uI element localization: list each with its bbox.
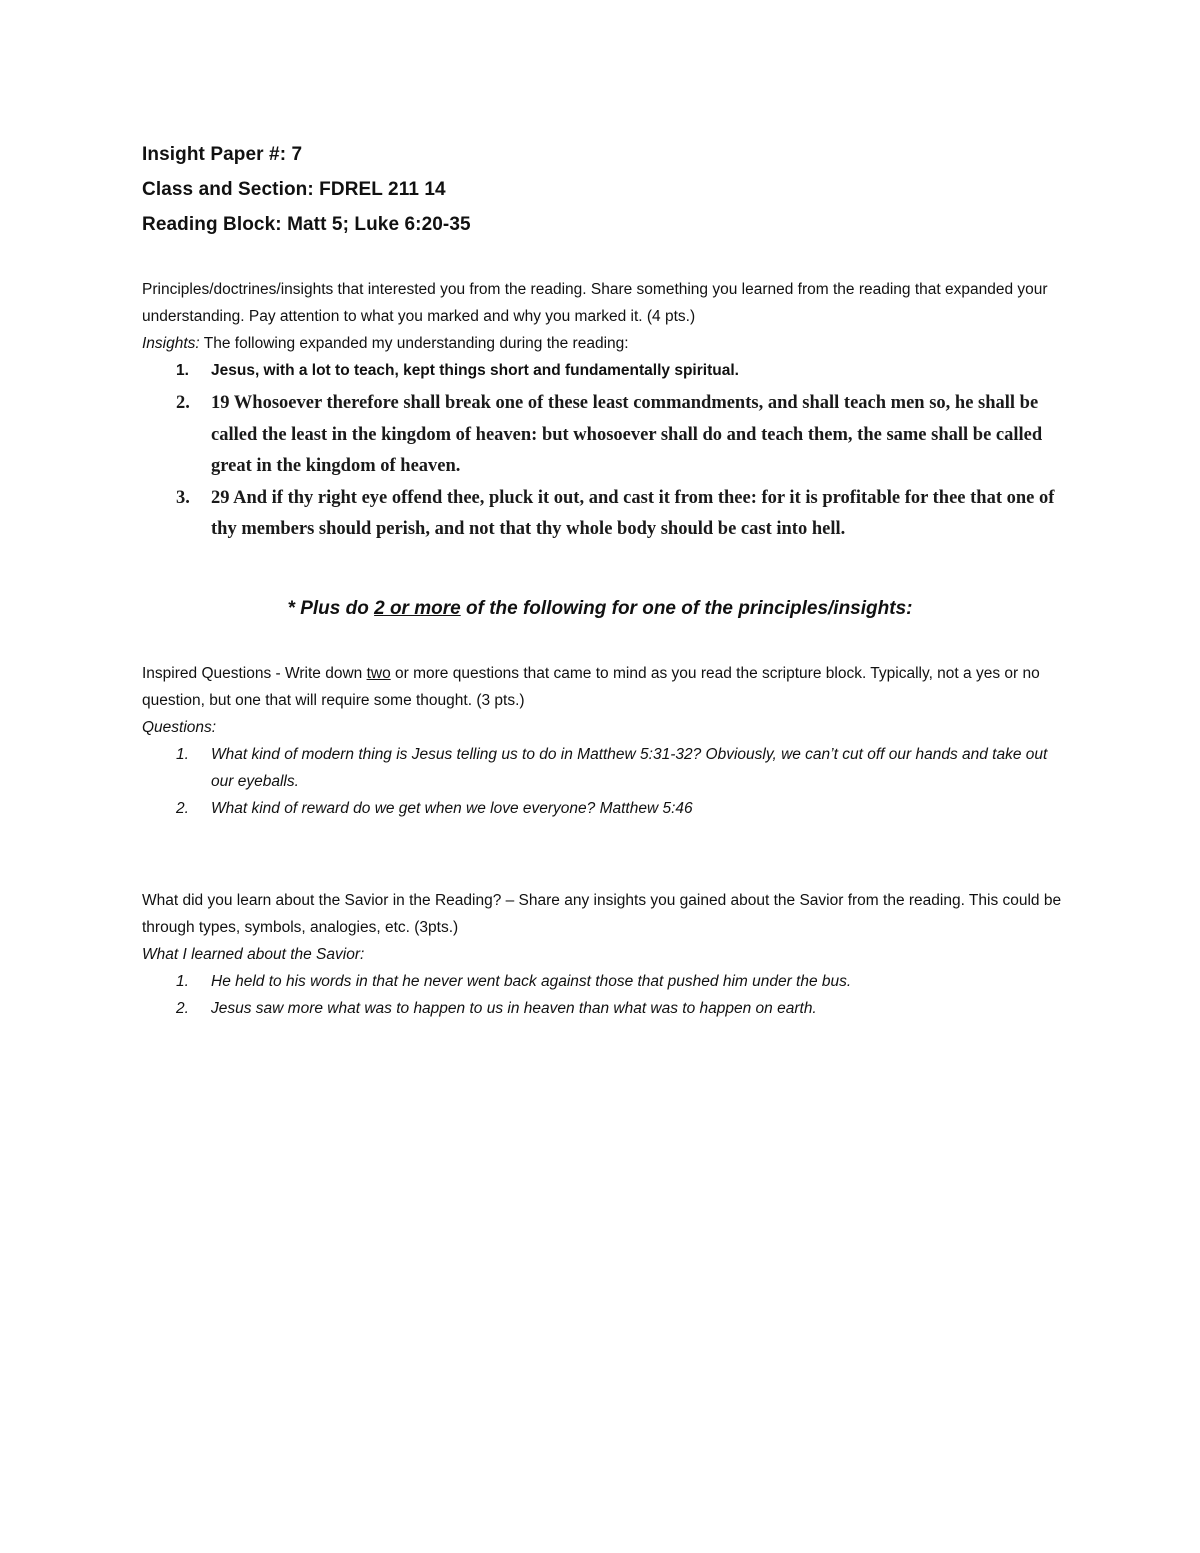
list-item-text: He held to his words in that he never went back against those that pushed him under the bus.	[211, 973, 852, 990]
questions-prompt-a: Inspired Questions - Write down	[142, 665, 367, 682]
questions-prompt-underlined: two	[366, 665, 391, 682]
insights-heading	[142, 330, 1072, 357]
list-item	[142, 483, 1072, 546]
questions-prompt	[142, 660, 1072, 714]
paper-number: Insight Paper #: 7	[142, 144, 303, 165]
plus-before: * Plus do	[287, 598, 375, 619]
insights-label: Insights:	[142, 335, 200, 352]
list-item	[142, 995, 1072, 1022]
list-number: 2.	[176, 393, 190, 413]
list-number: 3.	[176, 487, 190, 508]
list-item	[142, 741, 1072, 795]
savior-prompt: What did you learn about the Savior in the Reading? – Share any insights you gained about the Savior from the reading. This could be through types, symbols, analogies, etc. (3pts.)	[142, 892, 1062, 936]
list-number: 2.	[176, 800, 189, 817]
list-item-text: What kind of modern thing is Jesus telling us to do in Matthew 5:31-32? Obviously, we can’t cut off our hands and take out our eyeballs.	[211, 746, 1048, 790]
scripture-text: 29 And if thy right eye offend thee, pluck it out, and cast it from thee: for it is profitable for thee that one of thy members should perish, and not that thy whole body should be cast into hell.	[211, 487, 1055, 539]
savior-section	[142, 887, 1072, 1022]
questions-prompt-b: or more questions that came to mind as you read the scripture block. Typically, not a yes or no question, but one that will require some thought. (3 pts.)	[142, 665, 1040, 709]
principles-section	[142, 276, 1072, 384]
insights-list	[142, 357, 1072, 384]
plus-after: of the following for one of the principles/insights:	[460, 598, 913, 619]
list-item	[142, 357, 1072, 384]
list-item	[142, 795, 1072, 822]
scripture-text: 19 Whosoever therefore shall break one of these least commandments, and shall teach men so, he shall be called the least in the kingdom of heaven: but whosoever shall do and teach them, the same shall be called great in the kingdom of heaven.	[211, 393, 1043, 476]
plus-underlined: 2 or more	[374, 598, 461, 619]
list-item	[142, 968, 1072, 995]
list-number: 2.	[176, 1000, 189, 1017]
list-item-text: Jesus saw more what was to happen to us in heaven than what was to happen on earth.	[211, 1000, 817, 1017]
list-item-text: Jesus, with a lot to teach, kept things short and fundamentally spiritual.	[211, 362, 739, 379]
savior-label: What I learned about the Savior:	[142, 946, 365, 963]
reading-block: Reading Block: Matt 5; Luke 6:20-35	[142, 214, 471, 235]
list-number: 1.	[176, 973, 189, 990]
principles-prompt: Principles/doctrines/insights that interested you from the reading. Share something you learned from the reading that expanded your understanding. Pay attention to what you marked and why you marked it. (4 pts.)	[142, 281, 1048, 325]
questions-section	[142, 660, 1072, 822]
questions-label: Questions:	[142, 719, 217, 736]
class-section: Class and Section: FDREL 211 14	[142, 179, 446, 200]
list-item	[142, 388, 1072, 483]
scripture-list	[142, 388, 1072, 546]
savior-list	[142, 968, 1072, 1022]
list-item-text: What kind of reward do we get when we love everyone? Matthew 5:46	[211, 800, 693, 817]
insights-label-rest: The following expanded my understanding during the reading:	[199, 335, 629, 352]
plus-instruction	[0, 598, 1200, 620]
questions-list	[142, 741, 1072, 822]
list-number: 1.	[176, 362, 189, 379]
list-number: 1.	[176, 746, 189, 763]
